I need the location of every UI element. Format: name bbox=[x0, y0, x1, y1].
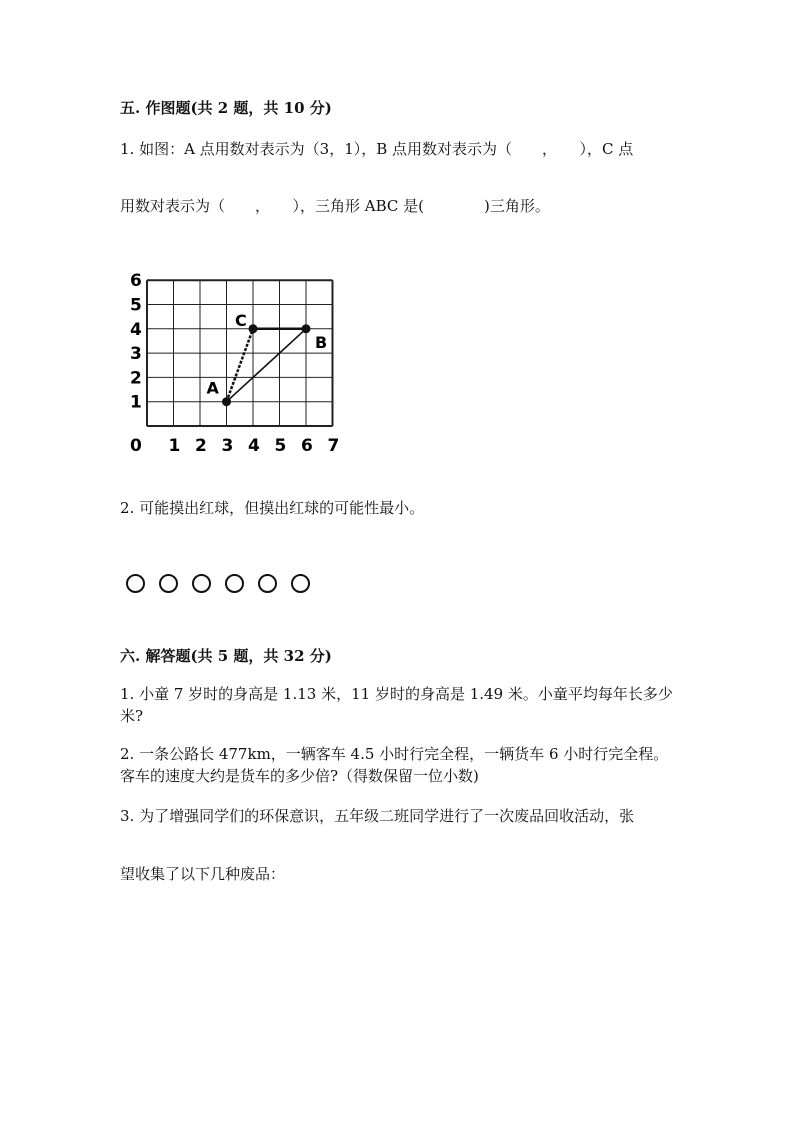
q5-1-line1: 1. 如图：A 点用数对表示为（3，1），B 点用数对表示为（ ， ），C 点 bbox=[120, 140, 634, 158]
section5-title: 五. 作图题(共 2 题，共 10 分) bbox=[120, 99, 332, 117]
ball-circle bbox=[291, 574, 310, 593]
q6-3-line1: 3. 为了增强同学们的环保意识，五年级二班同学进行了一次废品回收活动，张 bbox=[120, 807, 635, 825]
point-c bbox=[249, 324, 258, 333]
point-b bbox=[302, 324, 311, 333]
q5-2: 2. 可能摸出红球，但摸出红球的可能性最小。 bbox=[120, 499, 425, 517]
q5-1-line2: 用数对表示为（ ， ），三角形 ABC 是( )三角形。 bbox=[120, 197, 550, 215]
y-tick-label: 1 bbox=[130, 392, 142, 413]
ball-circle bbox=[258, 574, 277, 593]
q6-2: 2. 一条公路长 477km，一辆客车 4.5 小时行完全程，一辆货车 6 小时行完全程。客车的速度大约是货车的多少倍?（得数保留一位小数) bbox=[120, 745, 669, 785]
section6-title: 六. 解答题(共 5 题，共 32 分) bbox=[120, 647, 332, 665]
x-tick-label: 3 bbox=[221, 436, 234, 452]
x-tick-label: 4 bbox=[248, 436, 260, 452]
y-tick-label: 6 bbox=[130, 271, 142, 292]
x-tick-label: 5 bbox=[274, 436, 287, 452]
y-tick-label: 3 bbox=[130, 344, 142, 365]
y-tick-label: 5 bbox=[130, 295, 142, 316]
y-tick-label: 2 bbox=[130, 368, 142, 389]
q6-3-line2: 望收集了以下几种废品： bbox=[120, 865, 286, 883]
ball-circle bbox=[192, 574, 211, 593]
point-label-c: C bbox=[235, 310, 247, 330]
y-tick-label: 4 bbox=[130, 319, 142, 340]
ball-circle bbox=[126, 574, 145, 593]
x-tick-label: 1 bbox=[168, 436, 181, 452]
point-label-a: A bbox=[206, 378, 219, 398]
coordinate-grid-figure bbox=[110, 262, 350, 452]
point-label-b: B bbox=[315, 332, 328, 352]
ball-circle bbox=[225, 574, 244, 593]
x-tick-label: 6 bbox=[301, 436, 313, 452]
point-a bbox=[222, 397, 231, 406]
x-tick-label: 2 bbox=[195, 436, 207, 452]
ball-circle bbox=[159, 574, 178, 593]
x-tick-label: 7 bbox=[327, 436, 340, 452]
q6-1: 1. 小童 7 岁时的身高是 1.13 米，11 岁时的身高是 1.49 米。小童平均每年长多少米? bbox=[120, 685, 673, 725]
x-tick-label: 0 bbox=[130, 436, 142, 452]
segment-ac bbox=[227, 329, 254, 402]
ball-circles bbox=[126, 574, 310, 593]
